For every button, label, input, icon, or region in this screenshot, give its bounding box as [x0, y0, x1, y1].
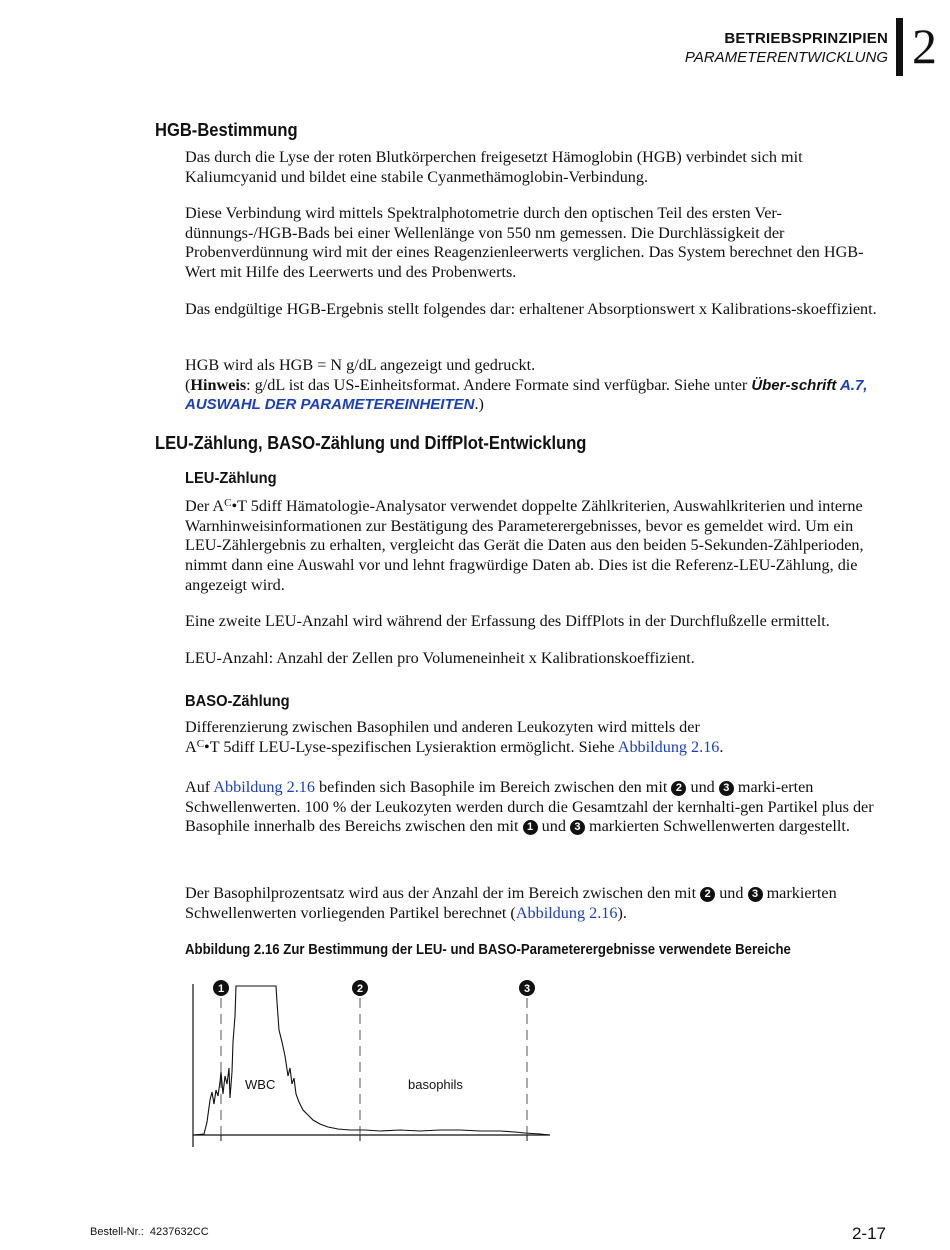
chapter-title: BETRIEBSPRINZIPIEN	[724, 30, 888, 47]
heading-leu-baso: LEU-Zählung, BASO-Zählung und DiffPlot-Entwicklung	[155, 433, 587, 453]
label-wbc: WBC	[245, 1077, 276, 1092]
marker-3-icon: 3	[719, 781, 734, 796]
label-basophils: basophils	[408, 1077, 463, 1092]
threshold-lines	[221, 998, 527, 1135]
hgb-paragraph-3: Das endgültige HGB-Ergebnis stellt folgendes dar: erhaltener Absorptionswert x Kalibrations-skoeffizient.	[185, 300, 877, 318]
note-label: Hinweis	[190, 375, 247, 394]
running-header	[685, 30, 888, 66]
histogram-curve	[193, 986, 550, 1135]
figure-caption: Abbildung 2.16 Zur Bestimmung der LEU- und BASO-Parameterergebnisse verwendete Bereiche	[185, 941, 791, 958]
section-title: PARAMETERENTWICKLUNG	[684, 49, 888, 66]
figure-link[interactable]: Abbildung 2.16	[617, 737, 720, 756]
figure-link[interactable]: Abbildung 2.16	[515, 903, 618, 922]
marker-2-icon: 2	[700, 887, 715, 902]
histogram-figure	[180, 972, 560, 1157]
hgb-paragraph-4: HGB wird als HGB = N g/dL angezeigt und gedruckt. (Hinweis: g/dL ist das US-Einheitsformat. Andere Formate sind verfügbar. Siehe unter Über-schrift A.7, AUSWAHL DER PARAMETEREINHEITEN.)	[185, 356, 868, 414]
xref-label: Über-schrift	[751, 376, 837, 394]
baso-paragraph-3: Der Basophilprozentsatz wird aus der Anzahl der im Bereich zwischen den mit 2 und 3 markierten Schwellenwerten vorliegenden Partikel berechnet (Abbildung 2.16).	[185, 884, 837, 922]
marker-2-icon: 2	[671, 781, 686, 796]
marker-1-icon: 1	[217, 983, 225, 995]
marker-3-icon: 3	[523, 983, 531, 995]
figure-link[interactable]: Abbildung 2.16	[213, 778, 315, 796]
heading-baso-count: BASO-Zählung	[185, 693, 290, 710]
threshold-marker-2	[352, 980, 368, 996]
baso-paragraph-2: Auf Abbildung 2.16 befinden sich Basophile im Bereich zwischen den mit 2 und 3 marki-erten Schwellenwerten. 100 % der Leukozyten werden durch die Gesamtzahl der kernhalti-gen Partikel plus der Basophile innerhalb des Bereichs zwischen den mit 1 und 3 markierten Schwellenwerten dargestellt.	[185, 778, 874, 836]
x-axis-ticks	[221, 1135, 527, 1141]
threshold-marker-3	[519, 980, 535, 996]
threshold-marker-1	[213, 980, 229, 996]
page-number: 2-17	[851, 1224, 886, 1243]
chapter-number: 2	[912, 18, 937, 74]
baso-paragraph-1: Differenzierung zwischen Basophilen und anderen Leukozyten wird mittels der $A^C•T$ 5diff LEU-Lyse-spezifischen Lysieraktion ermöglicht. Siehe Abbildung 2.16.	[185, 718, 724, 756]
order-number: Bestell-Nr.: 4237632CC	[90, 1226, 209, 1238]
note-text: : g/dL ist das US-Einheitsformat. Andere Formate sind verfügbar. Siehe unter	[246, 375, 752, 394]
hgb-paragraph-1: Das durch die Lyse der roten Blutkörperchen freigesetzt Hämoglobin (HGB) verbindet sich mit Kaliumcyanid und bildet eine stabile Cyanmethämoglobin-Verbindung.	[185, 148, 803, 186]
header-divider	[896, 18, 903, 76]
hgb-display-text: HGB wird als HGB = N g/dL angezeigt und gedruckt.	[185, 356, 536, 374]
hgb-paragraph-2: Diese Verbindung wird mittels Spektralphotometrie durch den optischen Teil des ersten Ver-dünnungs-/HGB-Bads bei einer Wellenlänge von 550 nm gemessen. Die Durchlässigkeit der Probenverdünnung wird mit der eines Reagenzienleerwerts verglichen. Das System berechnet den HGB-Wert mit Hilfe des Leerwerts und des Probenwerts.	[185, 204, 864, 282]
heading-leu-count: LEU-Zählung	[185, 470, 277, 487]
leu-paragraph-2: Eine zweite LEU-Anzahl wird während der Erfassung des DiffPlots in der Durchflußzelle ermittelt.	[185, 612, 830, 630]
leu-paragraph-3: LEU-Anzahl: Anzahl der Zellen pro Volumeneinheit x Kalibrationskoeffizient.	[185, 649, 695, 667]
marker-1-icon: 1	[523, 820, 538, 835]
marker-2-icon: 2	[356, 983, 364, 995]
marker-3-icon: 3	[748, 887, 763, 902]
marker-3-icon: 3	[570, 820, 585, 835]
leu-paragraph-1: Der $A^C•T$ 5diff Hämatologie-Analysator verwendet doppelte Zählkriterien, Auswahlkriterien und interne Warnhinweisinformationen zur Bestätigung des Parameterergebnisses, bevor es gemeldet wird. Um ein LEU-Zählergebnis zu erhalten, vergleicht das Gerät die Daten aus den beiden 5-Sekunden-Zählperioden, nimmt dann eine Auswahl vor und lehnt fragwürdige Daten ab. Dies ist die Referenz-LEU-Zählung, die angezeigt wird.	[185, 497, 864, 594]
xref-link[interactable]: A.7, AUSWAHL DER PARAMETEREINHEITEN	[185, 376, 868, 414]
heading-hgb: HGB-Bestimmung	[155, 120, 298, 140]
